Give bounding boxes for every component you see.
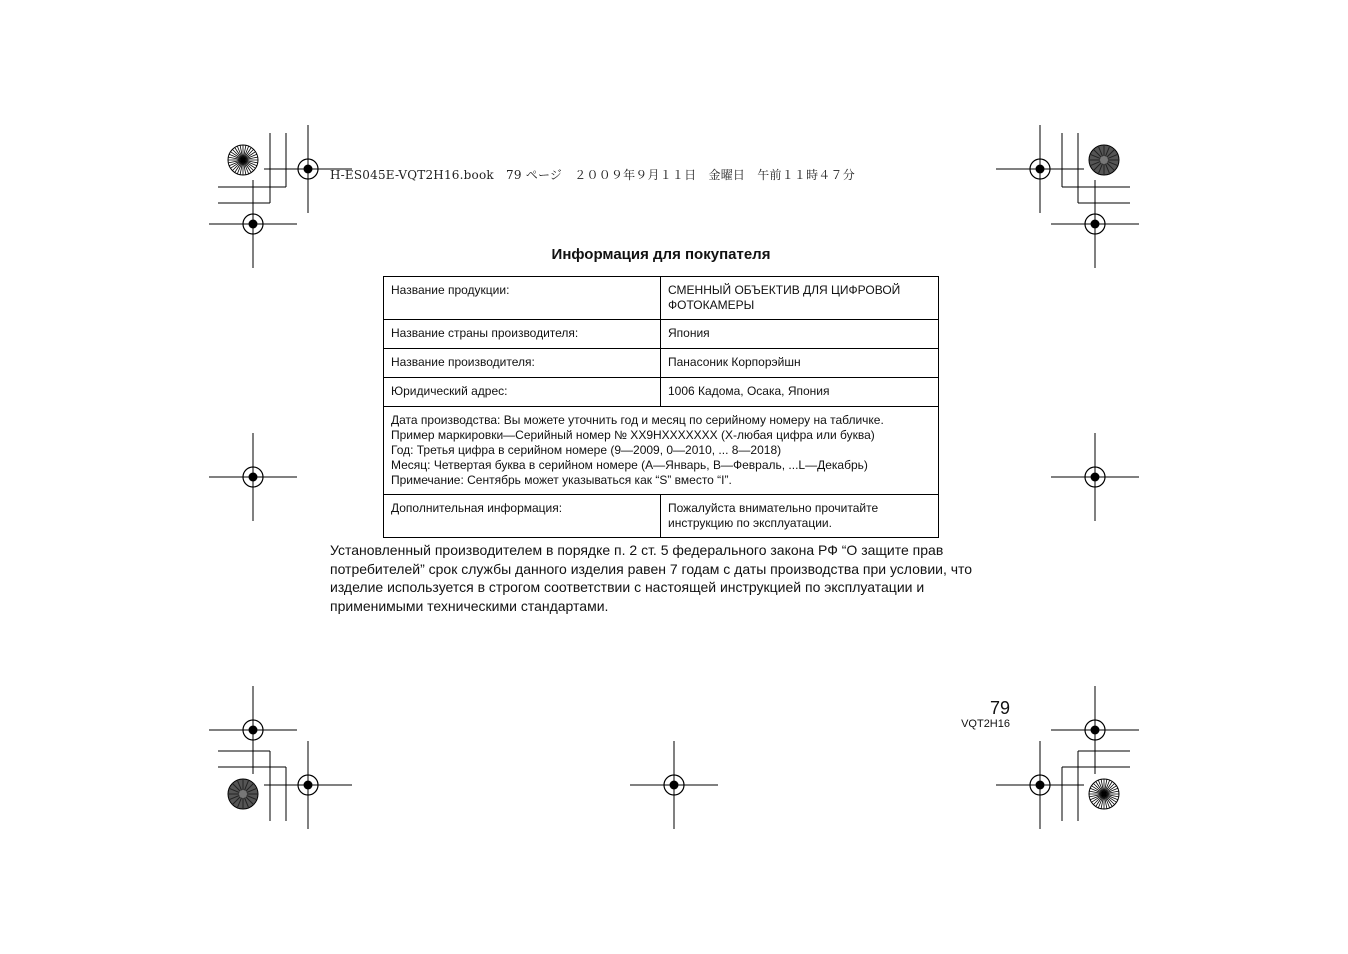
registration-mark-icon bbox=[264, 741, 352, 829]
registration-star-icon bbox=[1089, 145, 1119, 175]
registration-mark-icon bbox=[1051, 180, 1139, 268]
registration-mark-icon bbox=[630, 741, 718, 829]
production-date-line: Дата производства: Вы можете уточнить год и месяц по серийному номеру на табличке. bbox=[391, 413, 884, 427]
registration-mark-icon bbox=[209, 180, 297, 268]
row-value: СМЕННЫЙ ОБЪЕКТИВ ДЛЯ ЦИФРОВОЙ ФОТОКАМЕРЫ bbox=[661, 277, 939, 320]
table-row bbox=[384, 277, 939, 320]
table-row bbox=[384, 349, 939, 378]
registration-mark-icon bbox=[209, 686, 297, 774]
production-date-line: Год: Третья цифра в серийном номере (9—2009, 0—2010, ... 8—2018) bbox=[391, 443, 782, 457]
registration-mark-icon bbox=[996, 125, 1084, 213]
row-label: Юридический адрес: bbox=[384, 378, 661, 407]
registration-star-icon bbox=[1089, 779, 1119, 809]
registration-mark-icon bbox=[209, 433, 297, 521]
row-label: Название производителя: bbox=[384, 349, 661, 378]
production-date-info bbox=[384, 407, 939, 495]
page-title: Информация для покупателя bbox=[551, 246, 771, 263]
row-label: Название продукции: bbox=[384, 277, 661, 320]
service-life-paragraph: Установленный производителем в порядке п. 2 ст. 5 федерального закона РФ “О защите прав потребителей” срок службы данного изделия равен 7 годам с даты производства при условии, что изделие используется в строгом соответствии с настоящей инструкцией по эксплуатации и применимыми техническими стандартами. bbox=[330, 542, 973, 614]
production-date-line: Пример маркировки—Серийный номер № XX9HXXXXXXX (X-любая цифра или буква) bbox=[391, 428, 875, 442]
document-code: VQT2H16 bbox=[961, 718, 1010, 730]
table-row bbox=[384, 320, 939, 349]
registration-mark-icon bbox=[1051, 433, 1139, 521]
registration-star-icon bbox=[228, 145, 258, 175]
table-row bbox=[384, 378, 939, 407]
registration-mark-icon bbox=[996, 741, 1084, 829]
table-row bbox=[384, 407, 939, 495]
registration-mark-icon bbox=[1051, 686, 1139, 774]
row-value: Панасоник Корпорэйшн bbox=[661, 349, 939, 378]
production-date-line: Примечание: Сентябрь может указываться как “S” вместо “I”. bbox=[391, 473, 732, 487]
row-value: 1006 Кадома, Осака, Япония bbox=[661, 378, 939, 407]
row-value: Япония bbox=[661, 320, 939, 349]
page-number: 79 bbox=[989, 698, 1010, 718]
registration-star-icon bbox=[228, 779, 258, 809]
row-value: Пожалуйста внимательно прочитайте инструкцию по эксплуатации. bbox=[661, 495, 939, 538]
table-row bbox=[384, 495, 939, 538]
print-header: H-ES045E-VQT2H16.book 79 ページ ２００９年９月１１日 金曜日 午前１１時４７分 bbox=[330, 168, 855, 182]
row-label: Дополнительная информация: bbox=[384, 495, 661, 538]
production-date-line: Месяц: Четвертая буква в серийном номере (A—Январь, B—Февраль, ...L—Декабрь) bbox=[391, 458, 868, 472]
buyer-info-table bbox=[383, 276, 939, 538]
row-label: Название страны производителя: bbox=[384, 320, 661, 349]
